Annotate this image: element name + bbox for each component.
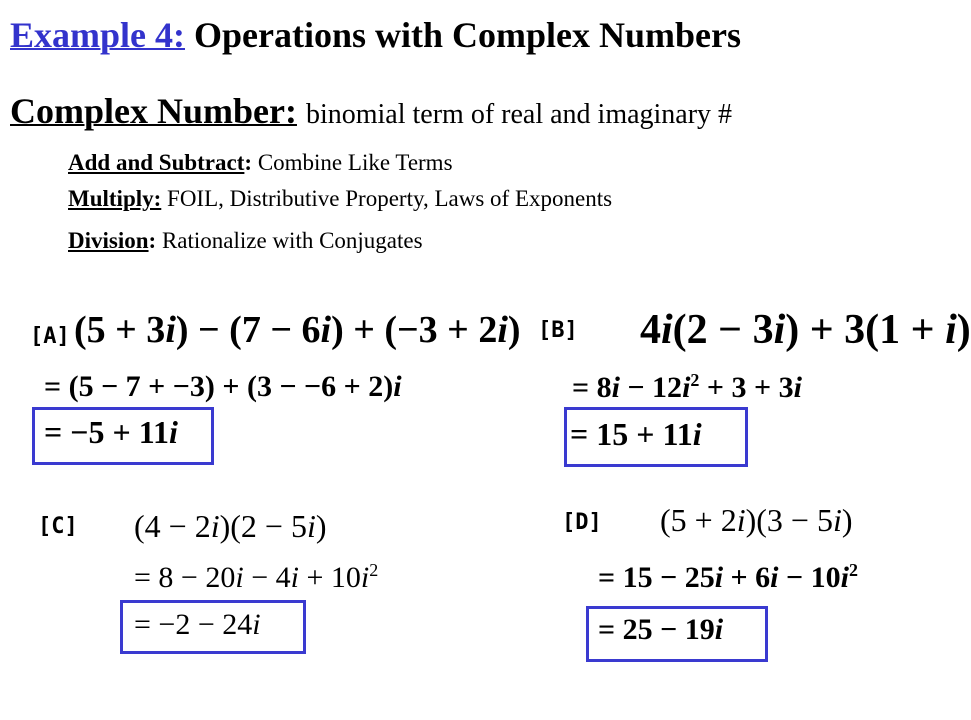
example-b-label: [B]	[538, 318, 578, 343]
imag-unit: i	[497, 309, 508, 351]
imag-unit: i	[945, 307, 957, 353]
example-a-answer	[44, 414, 178, 451]
imag-unit: i	[168, 414, 178, 450]
eq-part: + 10	[298, 561, 361, 594]
rule-sep: :	[148, 228, 157, 253]
exponent: 2	[369, 560, 379, 580]
imag-unit: i	[736, 502, 746, 538]
eq-part: (5 + 3	[74, 309, 166, 351]
eq-part: )	[841, 502, 853, 538]
rule-term: Add and Subtract	[68, 150, 245, 175]
example-c-label: [C]	[38, 514, 78, 539]
eq-part: )	[956, 307, 971, 353]
definition-line	[10, 90, 732, 132]
imag-unit: i	[714, 561, 724, 594]
example-b-step1	[572, 370, 802, 405]
exponent: 2	[848, 560, 858, 580]
eq-part: + 6	[723, 561, 771, 594]
example-c-step1	[134, 560, 378, 595]
rule-sep: :	[244, 150, 253, 175]
eq-part: ) − (7 − 6	[175, 309, 321, 351]
eq-part: = 15 − 25	[598, 561, 715, 594]
eq-part: − 10	[778, 561, 841, 594]
imag-unit: i	[714, 613, 724, 646]
eq-part: (4 − 2	[134, 508, 211, 544]
example-b-answer	[570, 416, 702, 453]
eq-part: = 8 − 20	[134, 561, 236, 594]
imag-unit: i	[793, 371, 802, 404]
imag-unit: i	[692, 416, 702, 452]
rule-term: Division	[68, 228, 149, 253]
imag-unit: i	[682, 371, 691, 404]
rule-multiply	[68, 186, 612, 212]
eq-part: )(3 − 5	[745, 502, 833, 538]
example-c-problem	[134, 508, 327, 545]
eq-part: = 8	[572, 371, 612, 404]
rule-desc: FOIL, Distributive Property, Laws of Exponents	[167, 186, 613, 211]
imag-unit: i	[770, 561, 779, 594]
imag-unit: i	[165, 309, 176, 351]
rule-desc: Combine Like Terms	[257, 150, 453, 175]
imag-unit: i	[611, 371, 620, 404]
example-d-step1	[598, 560, 858, 595]
eq-part: = 15 + 11	[570, 416, 693, 452]
rule-add-subtract	[68, 150, 453, 176]
imag-unit: i	[661, 307, 673, 353]
definition-term: Complex Number:	[10, 91, 297, 131]
example-c-answer	[134, 608, 261, 642]
title-lead: Example 4:	[10, 15, 185, 55]
imag-unit: i	[235, 561, 244, 594]
eq-part: )	[507, 309, 521, 351]
eq-part: (2 − 3	[672, 307, 774, 353]
eq-part: ) + 3(1 +	[785, 307, 946, 353]
eq-part: )(2 − 5	[219, 508, 307, 544]
exponent: 2	[690, 370, 700, 390]
eq-part: = (5 − 7 + −3) + (3 − −6 + 2)	[44, 370, 394, 403]
eq-part: − 12	[619, 371, 683, 404]
eq-part: − 4	[243, 561, 291, 594]
imag-unit: i	[773, 307, 786, 353]
example-a-problem	[74, 308, 521, 352]
eq-part: (5 + 2	[660, 502, 737, 538]
example-a-step1	[44, 370, 402, 404]
imag-unit: i	[393, 370, 402, 403]
imag-unit: i	[320, 309, 332, 351]
imag-unit: i	[360, 561, 370, 594]
imag-unit: i	[840, 561, 849, 594]
example-a-label: [A]	[30, 324, 70, 349]
eq-part: ) + (−3 + 2	[331, 309, 498, 351]
imag-unit: i	[252, 608, 261, 641]
eq-part: 4	[640, 307, 661, 353]
example-b-problem	[640, 306, 971, 354]
example-d-answer	[598, 613, 723, 647]
page-title	[10, 14, 741, 56]
eq-part: = −5 + 11	[44, 414, 169, 450]
eq-part: = 25 − 19	[598, 613, 715, 646]
definition-text: binomial term of real and imaginary #	[305, 99, 733, 130]
title-rest: Operations with Complex Numbers	[194, 15, 741, 55]
eq-part: )	[315, 508, 327, 544]
example-d-problem	[660, 502, 853, 539]
eq-part: + 3 + 3	[699, 371, 794, 404]
eq-part: = −2 − 24	[134, 608, 253, 641]
imag-unit: i	[306, 508, 316, 544]
rule-desc: Rationalize with Conjugates	[161, 228, 423, 253]
rule-term: Multiply:	[68, 186, 162, 211]
imag-unit: i	[290, 561, 299, 594]
rule-division	[68, 228, 423, 254]
example-d-label: [D]	[562, 510, 602, 535]
imag-unit: i	[210, 508, 220, 544]
imag-unit: i	[832, 502, 842, 538]
